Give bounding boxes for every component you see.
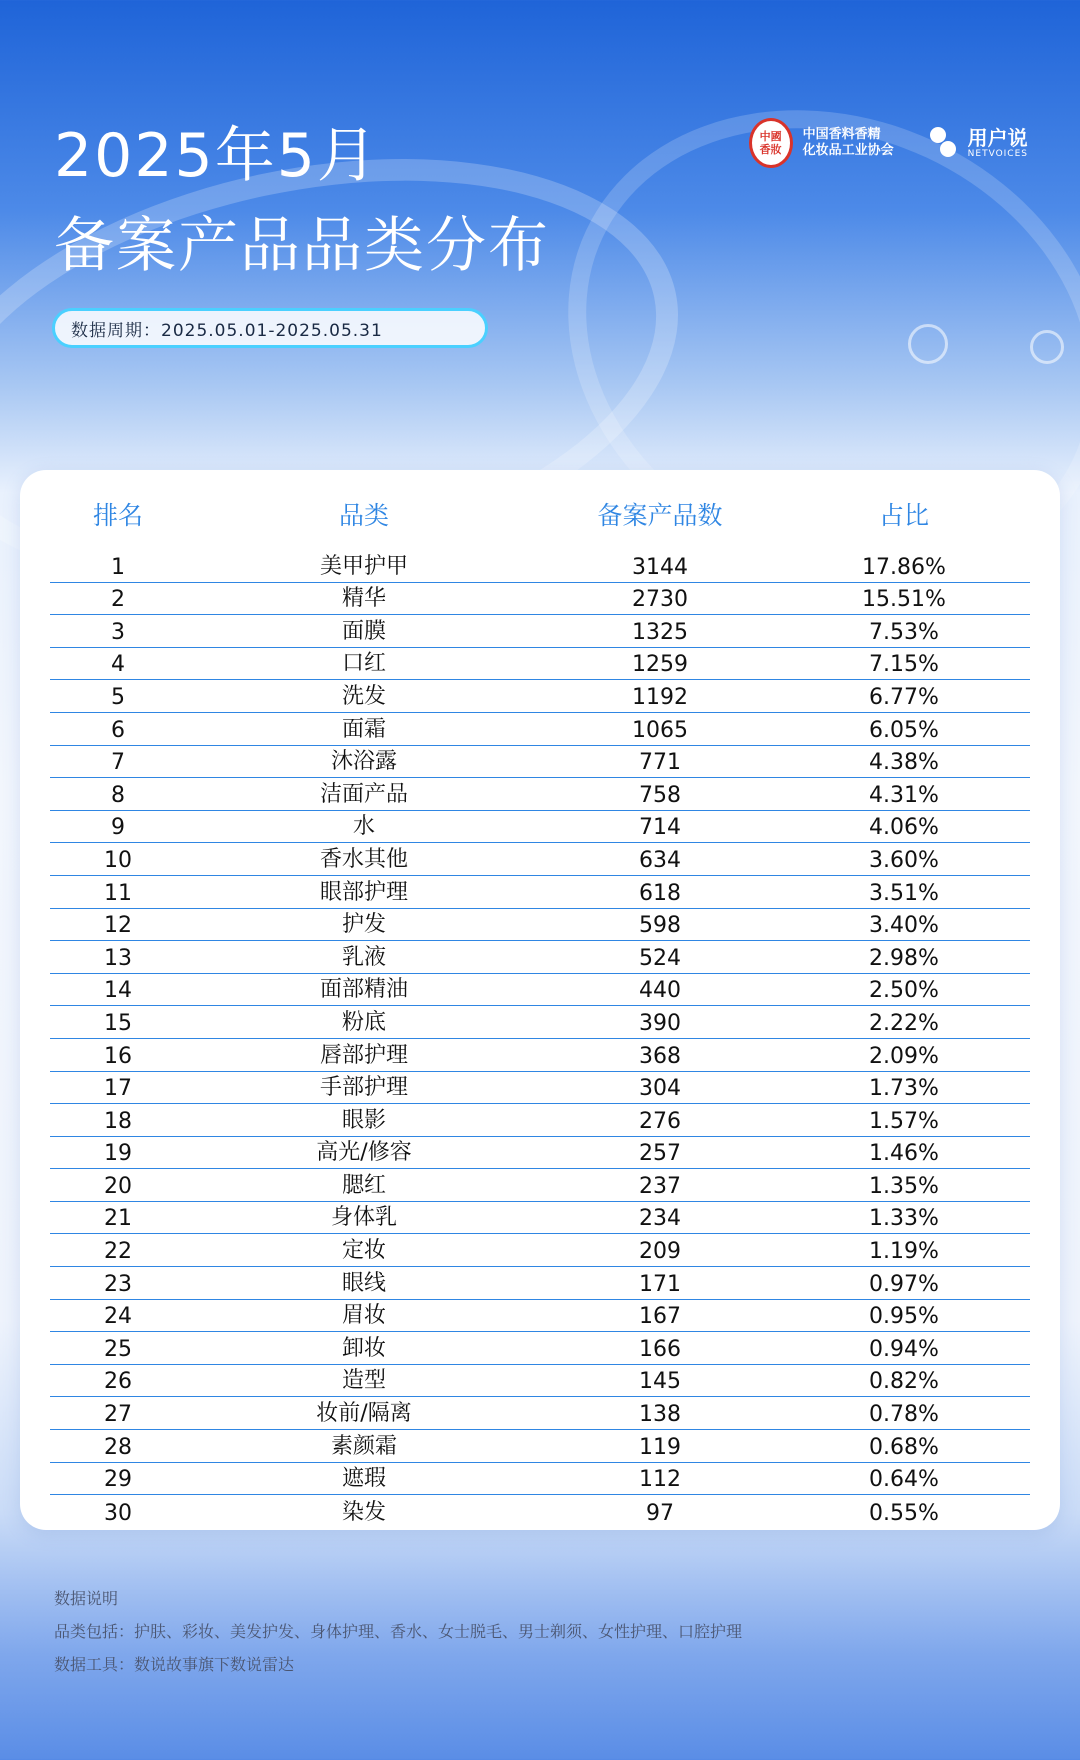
- cell-share: 0.82%: [869, 1369, 939, 1395]
- cell-rank: 2: [111, 587, 125, 613]
- header-rank: 排名: [92, 501, 143, 530]
- notes-categories: 品类包括：护肤、彩妆、美发护发、身体护理、香水、女士脱毛、男士剃须、女性护理、口腔护理: [54, 1622, 743, 1641]
- table-row: [50, 876, 1030, 909]
- data-period-badge: 数据周期：2025.05.01-2025.05.31: [52, 308, 488, 348]
- cell-category: 乳液: [341, 944, 386, 970]
- table-header: [50, 484, 1030, 544]
- cell-share: 2.22%: [869, 1010, 939, 1036]
- header-count: 备案产品数: [597, 501, 723, 530]
- table-row: [50, 811, 1030, 844]
- cell-count: 714: [639, 815, 681, 841]
- seal-text-bottom: 香妝: [759, 143, 782, 156]
- cell-rank: 24: [104, 1304, 132, 1330]
- cell-rank: 4: [111, 652, 125, 678]
- netvoices-icon: [930, 127, 962, 159]
- cell-share: 17.86%: [862, 554, 946, 580]
- table-row: [50, 1495, 1030, 1528]
- cell-category: 精华: [341, 586, 386, 612]
- cell-category: 口红: [341, 651, 386, 677]
- cell-rank: 17: [104, 1076, 132, 1102]
- cell-share: 1.46%: [869, 1141, 939, 1167]
- brand-name-cn: 用户说: [967, 126, 1028, 150]
- cell-category: 面膜: [341, 618, 386, 644]
- cell-category: 妆前/隔离: [316, 1401, 412, 1427]
- cell-rank: 11: [104, 880, 132, 906]
- association-name-line1: 中国香料香精: [802, 127, 881, 142]
- netvoices-logo: [930, 127, 1028, 159]
- cell-count: 1259: [632, 652, 688, 678]
- table-row: [50, 1332, 1030, 1365]
- cell-count: 1325: [632, 619, 688, 645]
- table-row: [50, 1397, 1030, 1430]
- cell-share: 0.78%: [869, 1402, 939, 1428]
- association-name: [803, 127, 894, 159]
- cell-count: 1192: [632, 684, 688, 710]
- cell-rank: 7: [111, 750, 125, 776]
- cell-count: 634: [639, 847, 681, 873]
- cell-count: 234: [639, 1206, 681, 1232]
- cell-share: 15.51%: [862, 587, 946, 613]
- table-row: [50, 909, 1030, 942]
- cell-category: 面部精油: [319, 977, 408, 1003]
- cell-count: 138: [639, 1402, 681, 1428]
- cell-category: 染发: [341, 1499, 386, 1525]
- cell-count: 390: [639, 1010, 681, 1036]
- cell-category: 腮红: [341, 1172, 386, 1198]
- cell-category: 水: [352, 814, 375, 840]
- cell-share: 1.35%: [869, 1173, 939, 1199]
- cell-share: 3.51%: [869, 880, 939, 906]
- cell-count: 166: [639, 1336, 681, 1362]
- table-row: [50, 550, 1030, 583]
- table-row: [50, 615, 1030, 648]
- cell-count: 3144: [632, 554, 688, 580]
- notes-tool: 数据工具：数说故事旗下数说雷达: [54, 1655, 295, 1674]
- cell-share: 0.64%: [869, 1467, 939, 1493]
- cell-count: 304: [639, 1076, 681, 1102]
- cell-category: 洁面产品: [319, 781, 408, 807]
- cell-share: 1.57%: [869, 1108, 939, 1134]
- table-row: [50, 1463, 1030, 1496]
- cell-share: 7.15%: [869, 652, 939, 678]
- cell-count: 758: [639, 782, 681, 808]
- table-row: [50, 1169, 1030, 1202]
- cell-category: 面霜: [341, 716, 386, 742]
- cell-share: 2.98%: [869, 945, 939, 971]
- table-row: [50, 1072, 1030, 1105]
- cell-rank: 13: [104, 945, 132, 971]
- table-row: [50, 1234, 1030, 1267]
- background-bubble: [1030, 330, 1064, 364]
- cell-rank: 20: [104, 1173, 132, 1199]
- table-row: [50, 1365, 1030, 1398]
- cell-category: 眼影: [341, 1107, 386, 1133]
- cell-share: 2.50%: [869, 978, 939, 1004]
- notes-title: 数据说明: [54, 1589, 119, 1608]
- cell-category: 卸妆: [341, 1335, 386, 1361]
- cell-category: 美甲护甲: [319, 553, 408, 579]
- cell-category: 粉底: [341, 1009, 386, 1035]
- header-category: 品类: [338, 501, 389, 530]
- cell-count: 97: [646, 1500, 674, 1526]
- cell-category: 洗发: [341, 683, 386, 709]
- cell-rank: 25: [104, 1336, 132, 1362]
- cell-count: 145: [639, 1369, 681, 1395]
- background-bubble: [908, 324, 948, 364]
- table-row: [50, 843, 1030, 876]
- association-seal-icon: [749, 118, 793, 168]
- cell-category: 沐浴露: [330, 749, 397, 775]
- cell-count: 112: [639, 1467, 681, 1493]
- table-row: [50, 941, 1030, 974]
- table-row: [50, 648, 1030, 681]
- cell-rank: 26: [104, 1369, 132, 1395]
- table-row: [50, 1430, 1030, 1463]
- cell-share: 6.05%: [869, 717, 939, 743]
- cell-count: 209: [639, 1239, 681, 1265]
- cell-category: 定妆: [341, 1238, 386, 1264]
- cell-count: 1065: [632, 717, 688, 743]
- cell-share: 0.95%: [869, 1304, 939, 1330]
- brand-name-en: NETVOICES: [967, 149, 1028, 159]
- cell-category: 眼线: [341, 1270, 386, 1296]
- cell-share: 2.09%: [869, 1043, 939, 1069]
- page-title: 备案产品品类分布: [54, 211, 550, 281]
- cell-rank: 19: [104, 1141, 132, 1167]
- cell-share: 7.53%: [869, 619, 939, 645]
- cell-share: 1.19%: [869, 1239, 939, 1265]
- cell-count: 368: [639, 1043, 681, 1069]
- cell-rank: 28: [104, 1434, 132, 1460]
- cell-category: 护发: [341, 912, 386, 938]
- data-notes: [54, 1582, 742, 1681]
- cell-category: 身体乳: [330, 1205, 397, 1231]
- cell-count: 276: [639, 1108, 681, 1134]
- cell-count: 2730: [632, 587, 688, 613]
- association-logo: [749, 118, 894, 168]
- cell-rank: 8: [111, 782, 125, 808]
- cell-rank: 21: [104, 1206, 132, 1232]
- cell-rank: 12: [104, 913, 132, 939]
- cell-share: 4.06%: [869, 815, 939, 841]
- cell-share: 0.68%: [869, 1434, 939, 1460]
- cell-category: 香水其他: [319, 846, 408, 872]
- ranking-table-card: [20, 470, 1060, 1530]
- table-row: [50, 713, 1030, 746]
- logo-group: [749, 118, 1028, 168]
- cell-category: 高光/修容: [316, 1140, 412, 1166]
- cell-share: 3.40%: [869, 913, 939, 939]
- table-row: [50, 680, 1030, 713]
- cell-count: 257: [639, 1141, 681, 1167]
- table-row: [50, 1104, 1030, 1137]
- cell-share: 0.55%: [869, 1500, 939, 1526]
- cell-rank: 14: [104, 978, 132, 1004]
- cell-share: 1.73%: [869, 1076, 939, 1102]
- table-row: [50, 1267, 1030, 1300]
- table-row: [50, 1300, 1030, 1333]
- cell-rank: 16: [104, 1043, 132, 1069]
- table-row: [50, 1006, 1030, 1039]
- cell-category: 唇部护理: [319, 1042, 408, 1068]
- cell-count: 771: [639, 750, 681, 776]
- cell-rank: 29: [104, 1467, 132, 1493]
- cell-rank: 5: [111, 684, 125, 710]
- cell-rank: 27: [104, 1402, 132, 1428]
- cell-rank: 9: [111, 815, 125, 841]
- cell-rank: 18: [104, 1108, 132, 1134]
- cell-rank: 30: [104, 1500, 132, 1526]
- cell-rank: 1: [111, 554, 125, 580]
- table-row: [50, 1137, 1030, 1170]
- cell-category: 遮瑕: [341, 1466, 386, 1492]
- cell-share: 1.33%: [869, 1206, 939, 1232]
- table-body: [50, 550, 1030, 1528]
- cell-rank: 15: [104, 1010, 132, 1036]
- cell-rank: 23: [104, 1271, 132, 1297]
- cell-category: 手部护理: [319, 1075, 408, 1101]
- cell-category: 造型: [341, 1368, 386, 1394]
- cell-rank: 3: [111, 619, 125, 645]
- cell-category: 素颜霜: [330, 1433, 397, 1459]
- cell-count: 598: [639, 913, 681, 939]
- header-share: 占比: [878, 501, 929, 530]
- association-name-line2: 化妆品工业协会: [802, 143, 894, 158]
- cell-share: 3.60%: [869, 847, 939, 873]
- cell-count: 167: [639, 1304, 681, 1330]
- cell-share: 0.97%: [869, 1271, 939, 1297]
- cell-share: 0.94%: [869, 1336, 939, 1362]
- table-row: [50, 583, 1030, 616]
- table-row: [50, 1039, 1030, 1072]
- table-row: [50, 1202, 1030, 1235]
- cell-rank: 6: [111, 717, 125, 743]
- cell-rank: 10: [104, 847, 132, 873]
- cell-count: 524: [639, 945, 681, 971]
- cell-category: 眼部护理: [319, 879, 408, 905]
- cell-count: 171: [639, 1271, 681, 1297]
- table-row: [50, 746, 1030, 779]
- cell-share: 4.38%: [869, 750, 939, 776]
- table-row: [50, 778, 1030, 811]
- table-row: [50, 974, 1030, 1007]
- cell-count: 618: [639, 880, 681, 906]
- page-title-date: 2025年5月: [54, 121, 379, 191]
- cell-count: 237: [639, 1173, 681, 1199]
- cell-share: 4.31%: [869, 782, 939, 808]
- seal-text-top: 中國: [759, 130, 782, 143]
- cell-count: 119: [639, 1434, 681, 1460]
- cell-count: 440: [639, 978, 681, 1004]
- cell-rank: 22: [104, 1239, 132, 1265]
- cell-category: 眉妆: [341, 1303, 386, 1329]
- cell-share: 6.77%: [869, 684, 939, 710]
